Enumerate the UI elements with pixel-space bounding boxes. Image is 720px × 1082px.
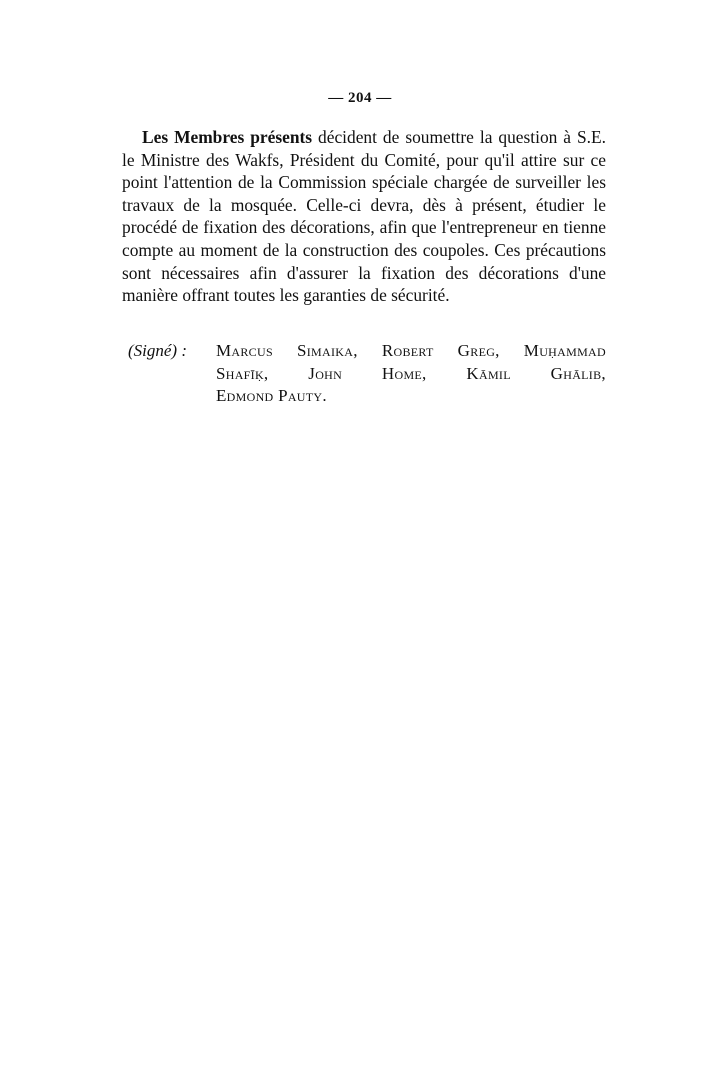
signatory-name: Robert Greg, xyxy=(381,341,500,360)
signatory-name: John xyxy=(308,363,343,383)
signatory-name: Muḥammad xyxy=(523,341,606,360)
signatory-name: Kāmil xyxy=(466,363,511,383)
signatory-names xyxy=(216,340,606,408)
signatory-name: Home, xyxy=(381,363,427,383)
signatory-name: Edmond Pauty. xyxy=(216,386,327,406)
signature-label: (Signé) : xyxy=(128,341,188,360)
body-paragraph xyxy=(122,126,606,307)
paragraph-body: décident de soumettre la question à S.E. le Ministre des Wakfs, Président du Comité, pour qu'il attire sur ce point l'attention de la Commission spéciale chargée de surveiller les travaux de la mosquée. Celle-ci devra, dès à présent, étudier le procédé de fixation des décorations, afin que l'entrepreneur en tienne compte au moment de la construction des coupoles. Ces précautions sont nécessaires afin d'assurer la fixation des décorations d'une manière offrant toutes les garanties de sécurité. xyxy=(122,127,606,306)
signature-line-1 xyxy=(216,340,606,363)
signatory-name: Ghālib, xyxy=(550,363,606,383)
signature-line-2 xyxy=(216,363,606,386)
signatory-name: Marcus Simaika, xyxy=(216,341,358,360)
paragraph-lead: Les Membres présents xyxy=(142,127,313,147)
signature-line-3 xyxy=(216,385,606,408)
page-number: — 204 — xyxy=(328,90,392,106)
signatory-name: Shafīḳ, xyxy=(216,363,269,383)
